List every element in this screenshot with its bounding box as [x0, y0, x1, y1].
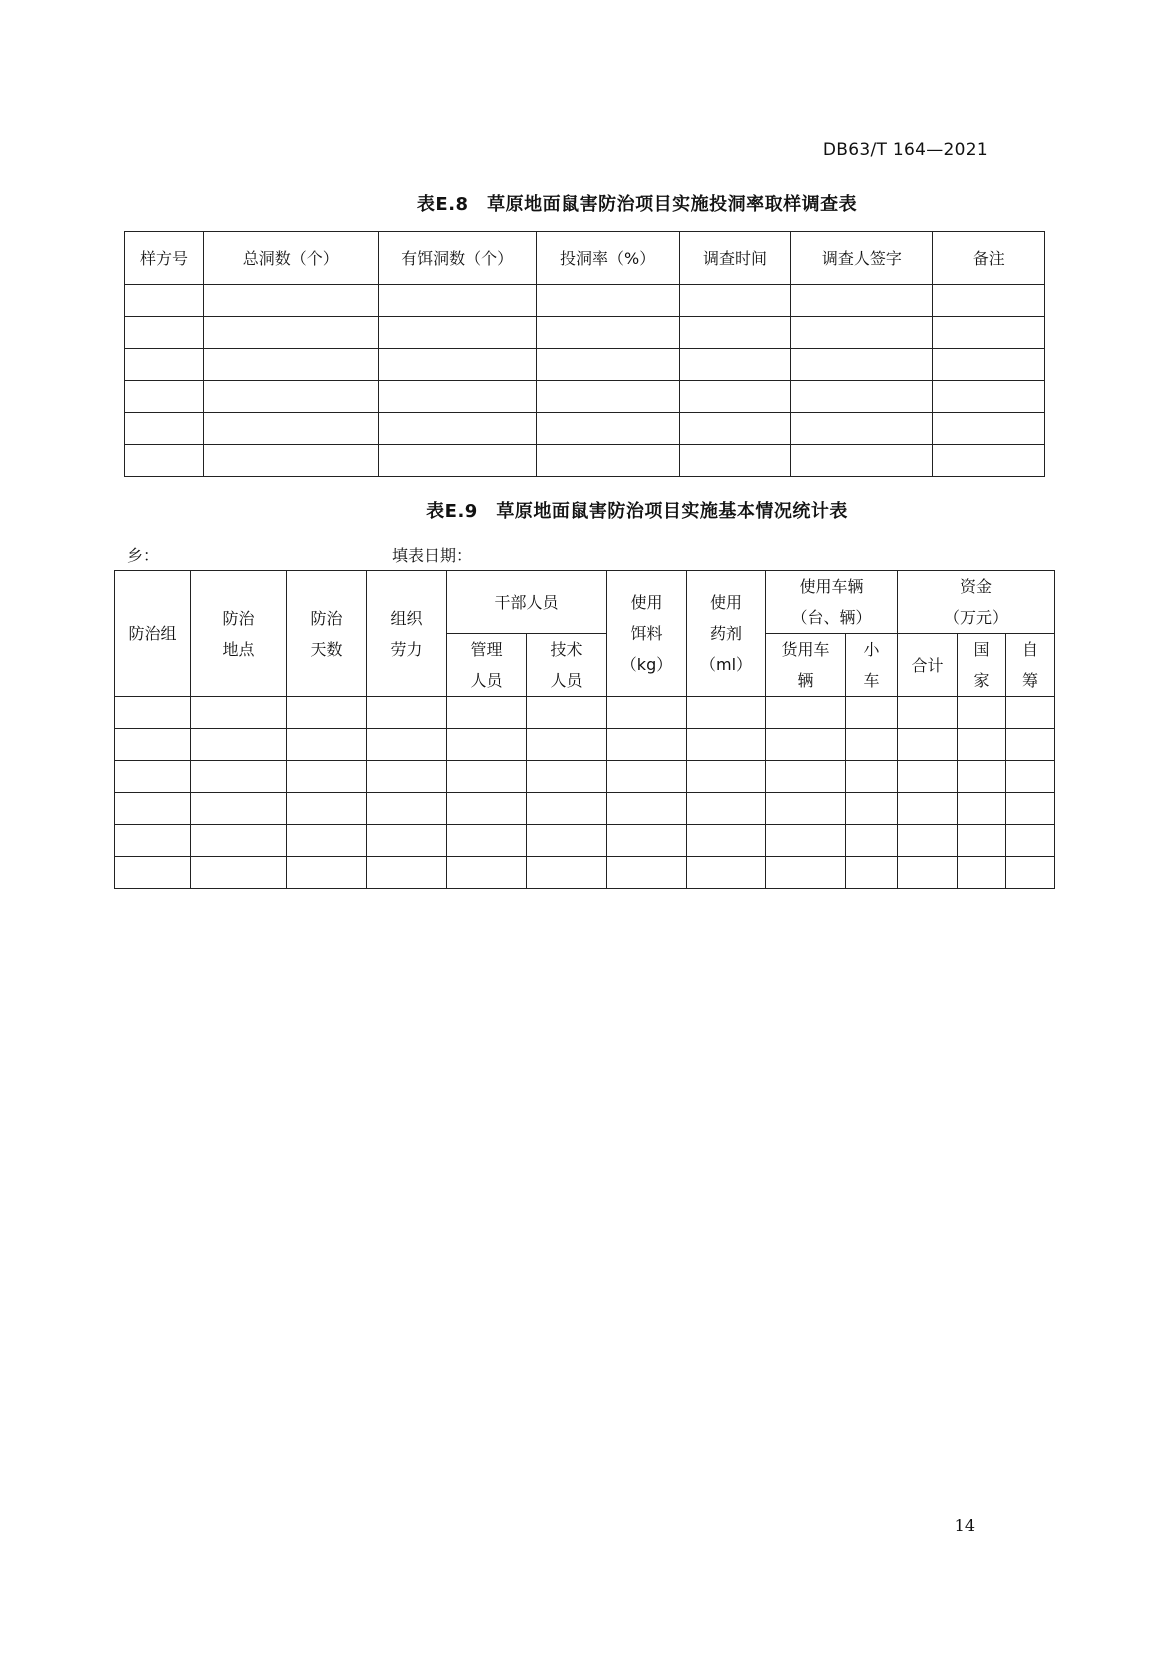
table-cell[interactable]	[933, 349, 1045, 381]
table-cell[interactable]	[378, 349, 536, 381]
table-e9-header-row-1	[115, 571, 1055, 634]
table-cell[interactable]	[287, 761, 367, 793]
table-e9	[114, 570, 1055, 889]
header-funds: 资金 （万元）	[898, 571, 1055, 634]
table-cell[interactable]	[687, 761, 766, 793]
table-cell[interactable]	[378, 445, 536, 477]
table-row	[115, 793, 1055, 825]
table-cell[interactable]	[898, 697, 958, 729]
table-cell[interactable]	[958, 729, 1006, 761]
table-cell[interactable]	[1006, 793, 1055, 825]
table-cell[interactable]	[287, 729, 367, 761]
table-cell[interactable]	[287, 697, 367, 729]
table-cell[interactable]	[203, 445, 378, 477]
table-cell[interactable]	[367, 761, 447, 793]
table-cell[interactable]	[203, 413, 378, 445]
table-cell[interactable]	[846, 793, 898, 825]
table-cell[interactable]	[378, 285, 536, 317]
header-bait-rate: 投洞率（%）	[536, 232, 679, 285]
table-cell[interactable]	[125, 413, 204, 445]
header-self-raised: 自 筹	[1006, 634, 1055, 697]
header-vehicles-used: 使用车辆 （台、辆）	[766, 571, 898, 634]
table-cell[interactable]	[527, 729, 607, 761]
table-row	[125, 285, 1045, 317]
table-cell[interactable]	[933, 381, 1045, 413]
table-cell[interactable]	[846, 857, 898, 889]
page-number: 14	[954, 1516, 975, 1535]
table-cell[interactable]	[766, 857, 846, 889]
table-cell[interactable]	[607, 761, 687, 793]
table-cell[interactable]	[447, 761, 527, 793]
table-cell[interactable]	[607, 729, 687, 761]
table-cell[interactable]	[1006, 697, 1055, 729]
header-cadres: 干部人员	[447, 571, 607, 634]
table-cell[interactable]	[125, 317, 204, 349]
table-row	[125, 413, 1045, 445]
header-total-holes: 总洞数（个）	[203, 232, 378, 285]
table-cell[interactable]	[115, 793, 191, 825]
table-cell[interactable]	[367, 857, 447, 889]
header-control-location: 防治 地点	[191, 571, 287, 697]
table-row	[125, 317, 1045, 349]
table-e8-body	[125, 285, 1045, 477]
table-cell[interactable]	[191, 697, 287, 729]
table-cell[interactable]	[536, 349, 679, 381]
table-cell[interactable]	[1006, 729, 1055, 761]
header-technicians: 技术 人员	[527, 634, 607, 697]
table-cell[interactable]	[791, 285, 933, 317]
table-cell[interactable]	[933, 445, 1045, 477]
table-cell[interactable]	[933, 317, 1045, 349]
table-cell[interactable]	[958, 857, 1006, 889]
table-row	[125, 445, 1045, 477]
table-cell[interactable]	[536, 317, 679, 349]
table-cell[interactable]	[679, 317, 791, 349]
table-cell[interactable]	[958, 793, 1006, 825]
table-cell[interactable]	[898, 761, 958, 793]
header-pesticide-used: 使用 药剂 （ml）	[687, 571, 766, 697]
table-cell[interactable]	[536, 381, 679, 413]
table-cell[interactable]	[367, 729, 447, 761]
table-cell[interactable]	[679, 381, 791, 413]
header-cars: 小 车	[846, 634, 898, 697]
table-cell[interactable]	[933, 285, 1045, 317]
header-survey-time: 调查时间	[679, 232, 791, 285]
table-cell[interactable]	[791, 349, 933, 381]
table-cell[interactable]	[791, 445, 933, 477]
table-cell[interactable]	[791, 381, 933, 413]
table-e8	[124, 231, 1045, 477]
table-cell[interactable]	[191, 857, 287, 889]
table-cell[interactable]	[115, 697, 191, 729]
table-cell[interactable]	[607, 825, 687, 857]
table-cell[interactable]	[287, 825, 367, 857]
table-cell[interactable]	[125, 349, 204, 381]
table-cell[interactable]	[679, 349, 791, 381]
table-cell[interactable]	[607, 857, 687, 889]
header-control-group: 防治组	[115, 571, 191, 697]
header-organized-labor: 组织 劳力	[367, 571, 447, 697]
table-cell[interactable]	[191, 729, 287, 761]
table-cell[interactable]	[933, 413, 1045, 445]
table-cell[interactable]	[846, 825, 898, 857]
table-cell[interactable]	[898, 857, 958, 889]
table-cell[interactable]	[958, 697, 1006, 729]
table-cell[interactable]	[679, 413, 791, 445]
table-cell[interactable]	[527, 697, 607, 729]
header-control-days: 防治 天数	[287, 571, 367, 697]
header-national: 国 家	[958, 634, 1006, 697]
table-cell[interactable]	[191, 825, 287, 857]
table-cell[interactable]	[203, 285, 378, 317]
header-baited-holes: 有饵洞数（个）	[378, 232, 536, 285]
table-cell[interactable]	[527, 857, 607, 889]
table-e9-caption: 表E.9 草原地面鼠害防治项目实施基本情况统计表	[426, 501, 848, 522]
table-cell[interactable]	[125, 285, 204, 317]
table-cell[interactable]	[115, 825, 191, 857]
table-cell[interactable]	[447, 857, 527, 889]
table-cell[interactable]	[367, 825, 447, 857]
fill-date-label: 填表日期：	[392, 546, 473, 565]
table-cell[interactable]	[287, 857, 367, 889]
table-cell[interactable]	[766, 825, 846, 857]
table-cell[interactable]	[898, 729, 958, 761]
header-remarks: 备注	[933, 232, 1045, 285]
table-cell[interactable]	[115, 857, 191, 889]
table-cell[interactable]	[115, 761, 191, 793]
table-cell[interactable]	[1006, 857, 1055, 889]
table-row	[125, 381, 1045, 413]
table-cell[interactable]	[447, 793, 527, 825]
header-bait-used: 使用 饵料 （kg）	[607, 571, 687, 697]
table-cell[interactable]	[687, 729, 766, 761]
table-cell[interactable]	[536, 413, 679, 445]
table-cell[interactable]	[687, 697, 766, 729]
table-cell[interactable]	[846, 729, 898, 761]
table-cell[interactable]	[378, 381, 536, 413]
table-e9-body	[115, 697, 1055, 889]
table-cell[interactable]	[679, 285, 791, 317]
table-cell[interactable]	[203, 349, 378, 381]
table-cell[interactable]	[898, 793, 958, 825]
table-cell[interactable]	[846, 761, 898, 793]
table-cell[interactable]	[846, 697, 898, 729]
table-cell[interactable]	[687, 825, 766, 857]
table-cell[interactable]	[766, 729, 846, 761]
table-cell[interactable]	[125, 445, 204, 477]
table-cell[interactable]	[115, 729, 191, 761]
township-label: 乡：	[127, 546, 160, 565]
table-cell[interactable]	[536, 445, 679, 477]
table-cell[interactable]	[958, 825, 1006, 857]
table-row	[125, 349, 1045, 381]
table-cell[interactable]	[287, 793, 367, 825]
table-e8-header-row	[125, 232, 1045, 285]
header-total: 合计	[898, 634, 958, 697]
header-trucks: 货用车 辆	[766, 634, 846, 697]
table-cell[interactable]	[378, 413, 536, 445]
table-cell[interactable]	[791, 413, 933, 445]
table-cell[interactable]	[687, 857, 766, 889]
table-row	[115, 729, 1055, 761]
table-row	[115, 857, 1055, 889]
header-managers: 管理 人员	[447, 634, 527, 697]
table-cell[interactable]	[766, 697, 846, 729]
table-cell[interactable]	[203, 381, 378, 413]
table-cell[interactable]	[367, 793, 447, 825]
table-cell[interactable]	[527, 793, 607, 825]
table-cell[interactable]	[203, 317, 378, 349]
table-cell[interactable]	[527, 825, 607, 857]
table-cell[interactable]	[447, 729, 527, 761]
table-cell[interactable]	[191, 761, 287, 793]
table-cell[interactable]	[898, 825, 958, 857]
table-e8-caption: 表E.8 草原地面鼠害防治项目实施投洞率取样调查表	[416, 194, 858, 215]
table-cell[interactable]	[191, 793, 287, 825]
table-cell[interactable]	[1006, 761, 1055, 793]
table-cell[interactable]	[527, 761, 607, 793]
header-sample-no: 样方号	[125, 232, 204, 285]
header-surveyor-signature: 调查人签字	[791, 232, 933, 285]
table-cell[interactable]	[766, 793, 846, 825]
table-row	[115, 825, 1055, 857]
table-cell[interactable]	[536, 285, 679, 317]
table-cell[interactable]	[791, 317, 933, 349]
table-cell[interactable]	[378, 317, 536, 349]
table-row	[115, 761, 1055, 793]
document-code: DB63/T 164—2021	[822, 140, 988, 160]
table-cell[interactable]	[607, 793, 687, 825]
table-cell[interactable]	[766, 761, 846, 793]
table-cell[interactable]	[447, 825, 527, 857]
table-cell[interactable]	[367, 697, 447, 729]
table-cell[interactable]	[607, 697, 687, 729]
table-cell[interactable]	[679, 445, 791, 477]
table-cell[interactable]	[958, 761, 1006, 793]
table-cell[interactable]	[125, 381, 204, 413]
table-row	[115, 697, 1055, 729]
table-cell[interactable]	[687, 793, 766, 825]
table-cell[interactable]	[1006, 825, 1055, 857]
table-cell[interactable]	[447, 697, 527, 729]
